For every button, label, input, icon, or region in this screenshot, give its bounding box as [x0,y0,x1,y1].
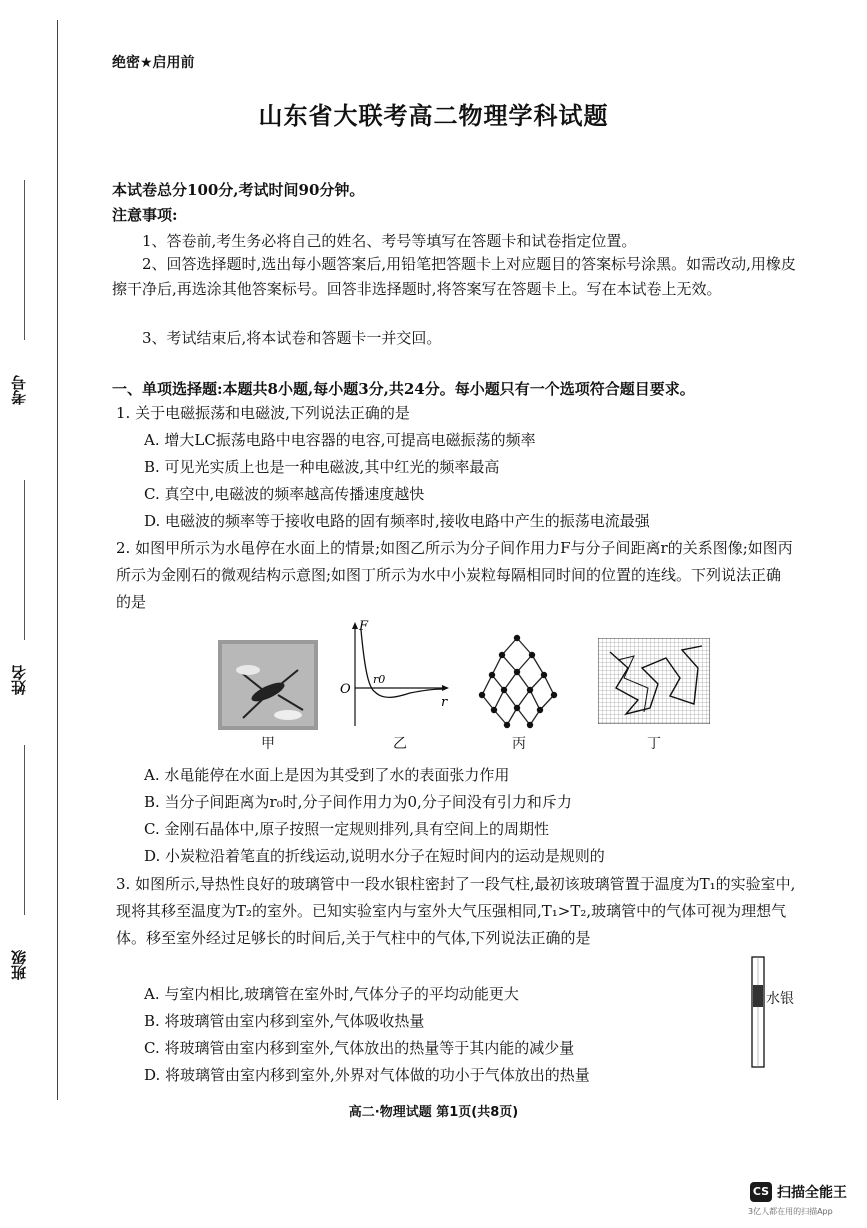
fig-bing-caption: 丙 [512,736,526,752]
q3-option-a: A. 与室内相比,玻璃管在室外时,气体分子的平均动能更大 [144,985,519,1003]
origin-label: O [340,682,351,697]
field-banji [8,745,38,1025]
section-heading: 一、单项选择题:本题共8小题,每小题3分,共24分。每小题只有一个选项符合题目要求。 [112,380,695,398]
q2-option-d: D. 小炭粒沿着笔直的折线运动,说明水分子在短时间内的运动是规则的 [144,847,605,865]
axis-f-label: F [359,619,369,634]
q3-option-c: C. 将玻璃管由室内移到室外,气体放出的热量等于其内能的减少量 [144,1039,575,1057]
field-kaohao [8,180,38,480]
page-title: 山东省大联考高二物理学科试题 [258,101,609,130]
q1-option-d: D. 电磁波的频率等于接收电路的固有频率时,接收电路中产生的振荡电流最强 [144,512,650,530]
field-xingming-line [24,480,25,640]
secret-label: 绝密★启用前 [112,55,195,71]
q3-stem: 3. 如图所示,导热性良好的玻璃管中一段水银柱密封了一段气柱,最初该玻璃管置于温度为T₁的实验室中,现将其移至温度为T₂的室外。已知实验室内与室外大气压强相同,T₁>T₂,玻璃管中的气体可视为理想气体。移至室外经过足够长的时间后,关于气柱中的气体,下列说法正确的是 [116,875,796,947]
field-banji-line [24,745,25,915]
note-1: 1、答卷前,考生务必将自己的姓名、考号等填写在答题卡和试卷指定位置。 [142,232,637,250]
note-3: 3、考试结束后,将本试卷和答题卡一并交回。 [142,329,442,347]
q1-option-a: A. 增大LC振荡电路中电容器的电容,可提高电磁振荡的频率 [144,431,536,449]
glass-tube-diagram [750,955,766,1070]
notes-title: 注意事项: [112,206,178,224]
fig-ding-caption: 丁 [647,736,661,752]
q3-option-b: B. 将玻璃管由室内移到室外,气体吸收热量 [144,1012,425,1030]
brownian-motion-diagram [598,638,710,724]
page-footer: 高二·物理试题 第1页(共8页) [348,1105,519,1120]
fig-jia-caption: 甲 [261,736,275,752]
camscanner-tagline: 3亿人都在用的扫描App [748,1207,833,1216]
q1-option-c: C. 真空中,电磁波的频率越高传播速度越快 [144,485,425,503]
q2-option-b: B. 当分子间距离为r₀时,分子间作用力为0,分子间没有引力和斥力 [144,793,572,811]
camscanner-logo-icon: CS [750,1182,772,1202]
q2-option-a: A. 水黾能停在水面上是因为其受到了水的表面张力作用 [144,766,510,784]
q2-stem: 2. 如图甲所示为水黾停在水面上的情景;如图乙所示为分子间作用力F与分子间距离r的关系图像;如图丙所示为金刚石的微观结构示意图;如图丁所示为水中小炭粒每隔相同时间的位置的连线。下列说法正确的是 [116,539,793,611]
diamond-structure-diagram [472,630,562,730]
field-xingming [8,480,38,740]
fig-yi-caption: 乙 [393,736,407,752]
q1-option-b: B. 可见光实质上也是一种电磁波,其中红光的频率最高 [144,458,500,476]
q3-option-d: D. 将玻璃管由室内移到室外,外界对气体做的功小于气体放出的热量 [144,1066,590,1084]
q1-stem: 1. 关于电磁振荡和电磁波,下列说法正确的是 [116,404,410,422]
axis-r-label: r [441,695,448,710]
score-time: 本试卷总分100分,考试时间90分钟。 [112,181,365,199]
water-strider-photo [218,640,318,730]
field-kaohao-label: 考号 [10,375,28,405]
field-xingming-label: 姓名 [10,665,28,695]
field-kaohao-line [24,180,25,340]
camscanner-name: 扫描全能王 [777,1185,847,1201]
mercury-label: 水银 [766,991,794,1007]
q2-option-c: C. 金刚石晶体中,原子按照一定规则排列,具有空间上的周期性 [144,820,550,838]
r0-label: r0 [373,673,386,686]
binding-line [57,20,58,1100]
force-distance-graph [335,618,455,733]
field-banji-label: 班级 [10,950,28,980]
note-2: 2、回答选择题时,选出每小题答案后,用铅笔把答题卡上对应题目的答案标号涂黑。如需改动,用橡皮擦干净后,再选涂其他答案标号。回答非选择题时,将答案写在答题卡上。写在本试卷上无效。 [112,255,796,298]
